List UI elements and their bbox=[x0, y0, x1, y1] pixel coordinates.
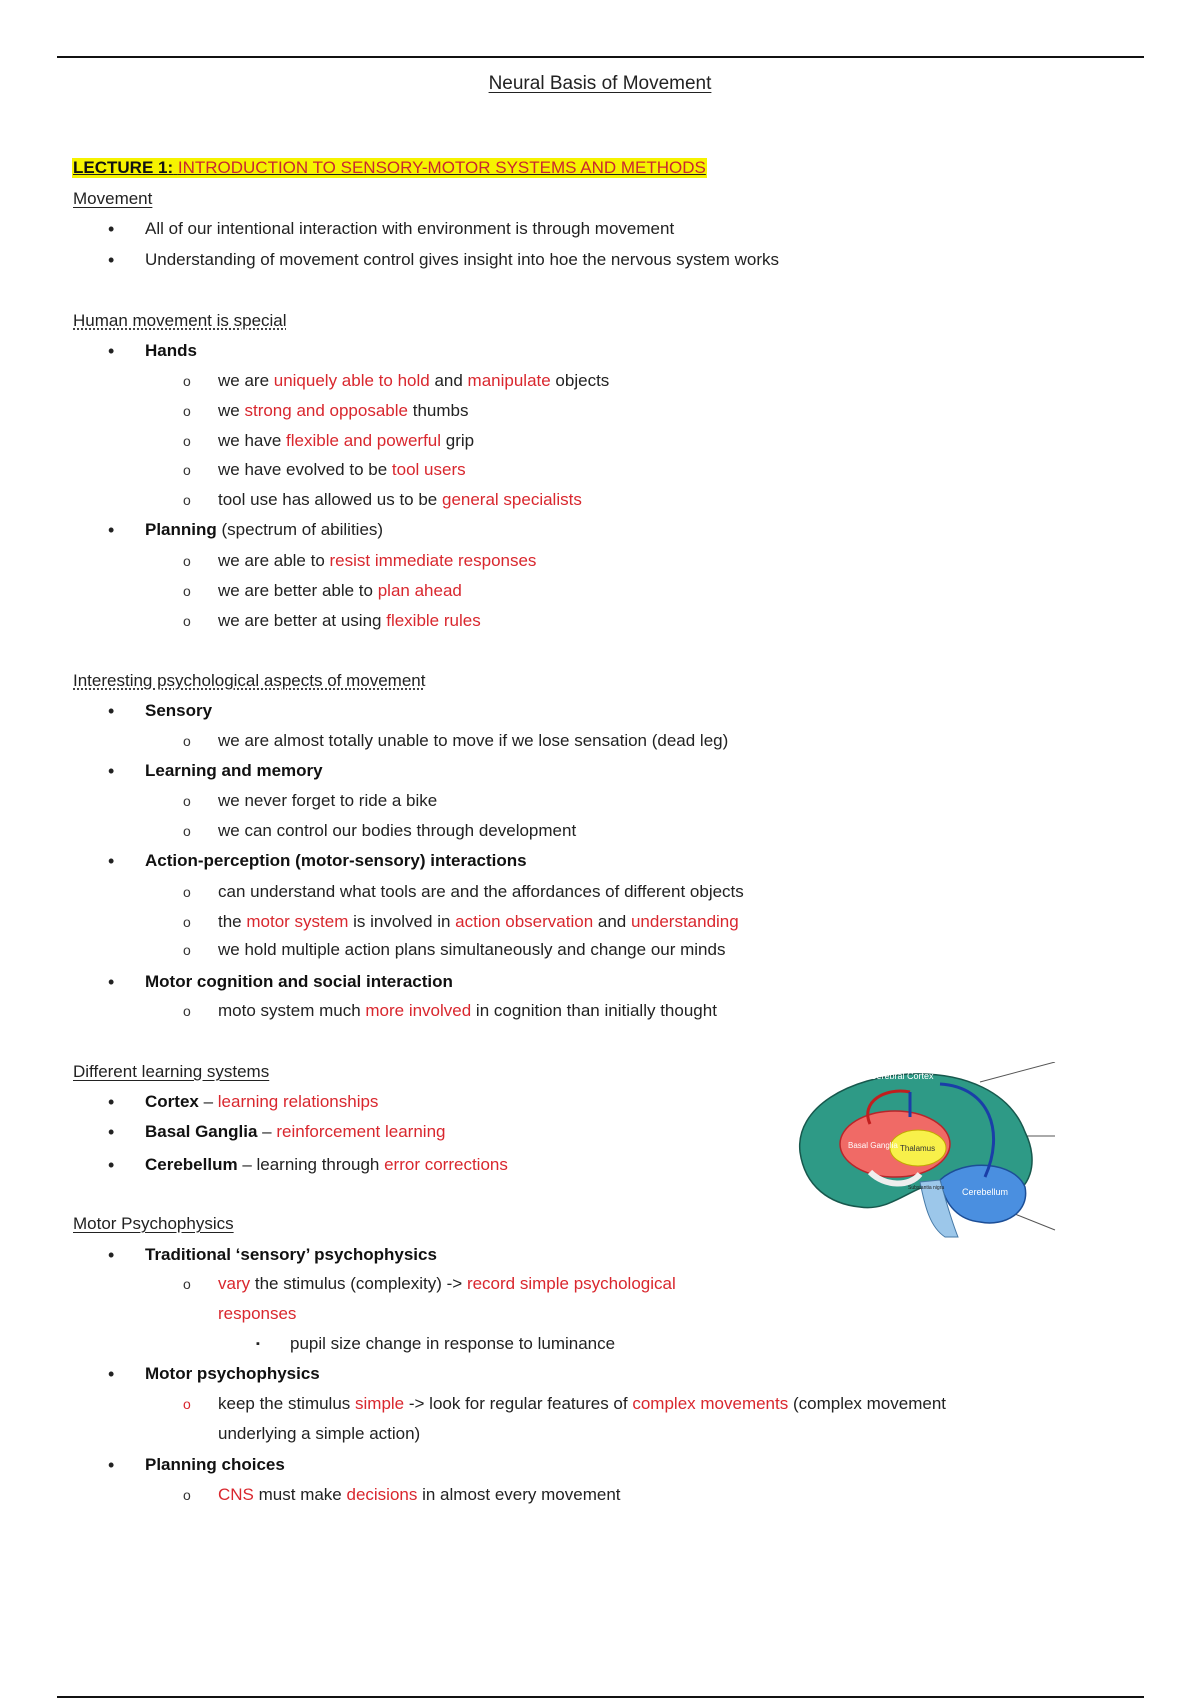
brain-label-thalamus: Thalamus bbox=[900, 1144, 936, 1153]
lecture-label: LECTURE 1: bbox=[73, 158, 174, 177]
brain-label-cerebellum: Cerebellum bbox=[962, 1187, 1009, 1197]
lecture-topic: INTRODUCTION TO SENSORY-MOTOR SYSTEMS AND METHODS bbox=[177, 158, 706, 177]
page-title: Neural Basis of Movement bbox=[488, 73, 712, 94]
brain-label-cortex: Cerebral Cortex bbox=[870, 1071, 934, 1081]
brain-diagram bbox=[790, 1062, 1060, 1240]
bottom-rule bbox=[57, 1696, 1144, 1698]
lecture-heading bbox=[72, 158, 707, 178]
section-motor-psych-heading: Motor Psychophysics bbox=[73, 1214, 234, 1233]
top-rule bbox=[57, 56, 1144, 58]
section-learning-heading: Different learning systems bbox=[73, 1062, 270, 1081]
section-human-heading: Human movement is special bbox=[73, 311, 287, 330]
brain-label-nigra: Substantia nigra bbox=[908, 1185, 945, 1191]
leader-line bbox=[1010, 1212, 1055, 1230]
leader-line bbox=[980, 1062, 1055, 1082]
brain-label-basal: Basal Ganglia bbox=[848, 1141, 898, 1150]
section-psych-heading: Interesting psychological aspects of movement bbox=[73, 671, 426, 690]
section-movement-heading: Movement bbox=[73, 189, 153, 208]
